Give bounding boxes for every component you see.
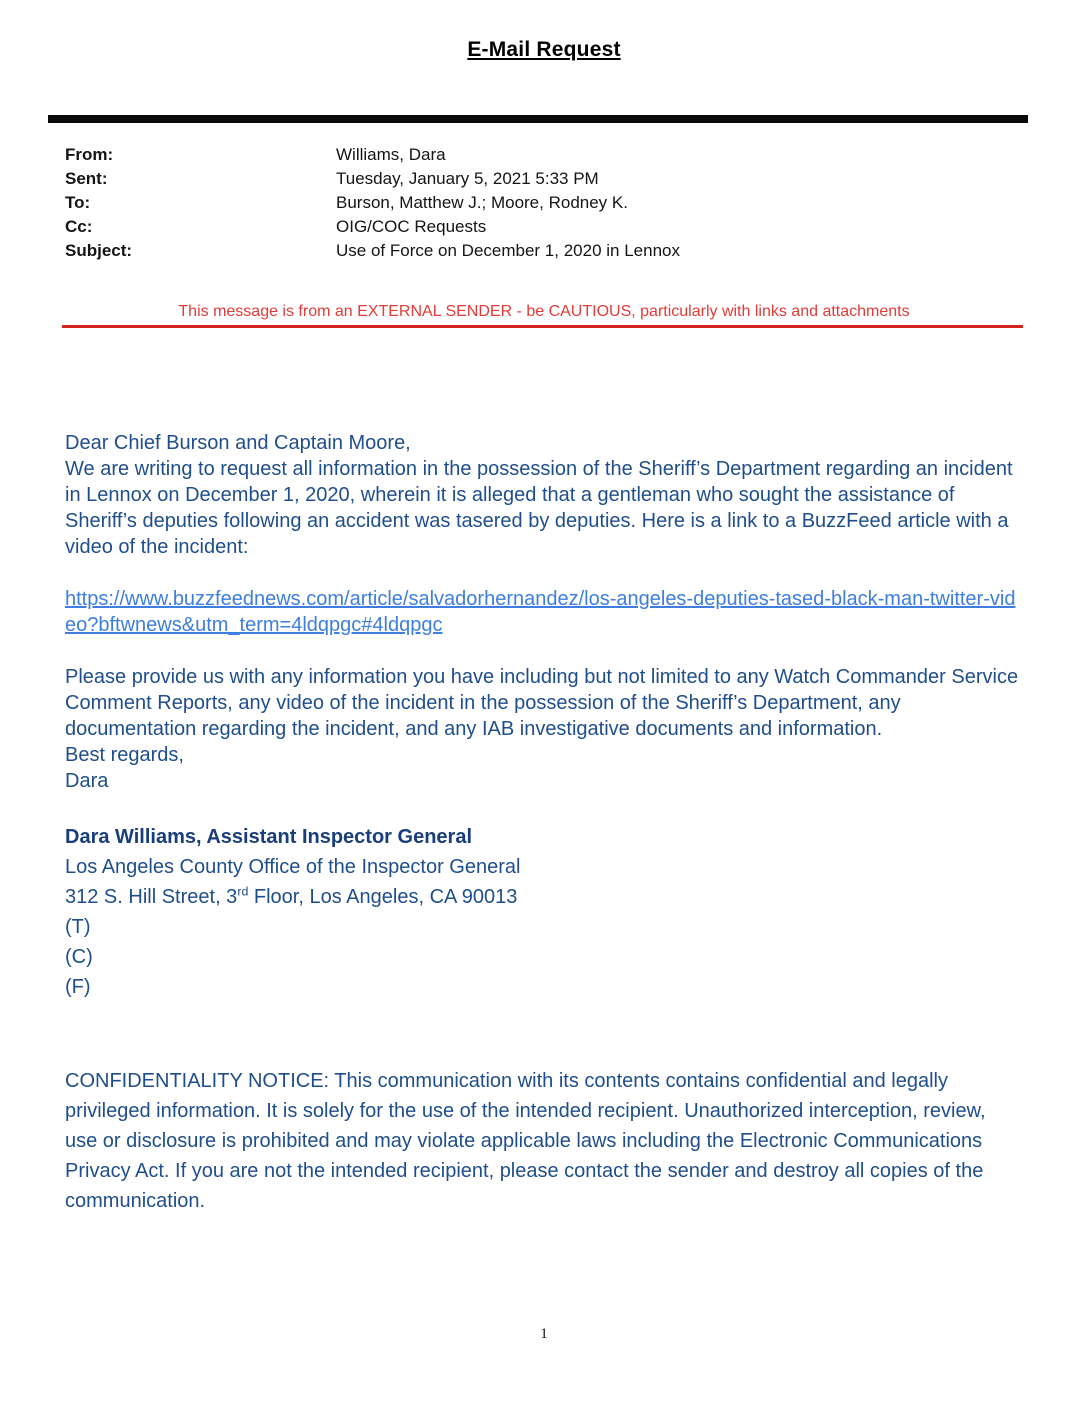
request-paragraph-block — [65, 664, 1020, 794]
signature-address-ordinal: rd — [237, 884, 249, 899]
signature-address — [65, 882, 1020, 912]
header-label-cc: Cc: — [65, 217, 93, 236]
header-row-from — [65, 143, 1088, 167]
header-row-cc — [65, 215, 1088, 239]
header-label-subject: Subject: — [65, 241, 133, 260]
signature-address-prefix: 312 S. Hill Street, 3 — [65, 886, 238, 908]
email-body — [65, 430, 1020, 1216]
closing-line: Best regards, — [65, 744, 184, 766]
buzzfeed-article-link[interactable]: https://www.buzzfeednews.com/article/salvadorhernandez/los-angeles-deputies-tased-black-man-twitter-video?bftwnews&utm_term=4ldqpgc#4ldqpgc — [65, 588, 1016, 636]
header-value-sent: Tuesday, January 5, 2021 5:33 PM — [336, 169, 599, 188]
external-sender-warning: This message is from an EXTERNAL SENDER - be CAUTIOUS, particularly with links and attachments — [178, 303, 910, 320]
header-row-to — [65, 191, 1088, 215]
page-number: 1 — [540, 1326, 548, 1342]
signature-organization: Los Angeles County Office of the Inspector General — [65, 856, 521, 878]
warning-divider-rule — [62, 325, 1023, 328]
header-value-subject: Use of Force on December 1, 2020 in Lennox — [336, 241, 680, 260]
signature-phone-f: (F) — [65, 976, 91, 998]
signature-name-title: Dara Williams, Assistant Inspector General — [65, 826, 473, 848]
signature-address-suffix: Floor, Los Angeles, CA 90013 — [248, 886, 518, 908]
header-value-cc: OIG/COC Requests — [336, 217, 487, 236]
header-row-subject — [65, 239, 1088, 263]
page-title: E-Mail Request — [467, 38, 621, 61]
confidentiality-notice: CONFIDENTIALITY NOTICE: This communication with its contents contains confidential and legally privileged information. It is solely for the use of the intended recipient. Unauthorized interception, review, use or disclosure is prohibited and may violate applicable laws including the Electronic Communications Privacy Act. If you are not the intended recipient, please contact the sender and destroy all copies of the communication. — [65, 1070, 986, 1212]
header-value-to: Burson, Matthew J.; Moore, Rodney K. — [336, 193, 628, 212]
greeting-and-intro-paragraph — [65, 430, 1020, 560]
intro-paragraph: We are writing to request all information in the possession of the Sheriff’s Department regarding an incident in Lennox on December 1, 2020, wherein it is alleged that a gentleman who sought the assistance of Sheriff’s deputies following an accident was tasered by deputies. Here is a link to a BuzzFeed article with a video of the incident: — [65, 458, 1013, 558]
header-label-to: To: — [65, 193, 91, 212]
signature-phone-c: (C) — [65, 946, 93, 968]
greeting-line: Dear Chief Burson and Captain Moore, — [65, 432, 411, 454]
header-label-sent: Sent: — [65, 169, 108, 188]
closing-name-line: Dara — [65, 770, 109, 792]
header-value-from: Williams, Dara — [336, 145, 446, 164]
header-label-from: From: — [65, 145, 114, 164]
request-paragraph: Please provide us with any information you have including but not limited to any Watch Commander Service Comment Reports, any video of the incident in the possession of the Sheriff’s Department, any documentation regarding the incident, and any IAB investigative documents and information. — [65, 666, 1019, 740]
link-paragraph — [65, 586, 1020, 638]
signature-block — [65, 822, 1020, 1002]
signature-phone-t: (T) — [65, 916, 91, 938]
header-row-sent — [65, 167, 1088, 191]
top-divider-rule — [48, 115, 1028, 123]
email-header-block — [65, 143, 1088, 263]
